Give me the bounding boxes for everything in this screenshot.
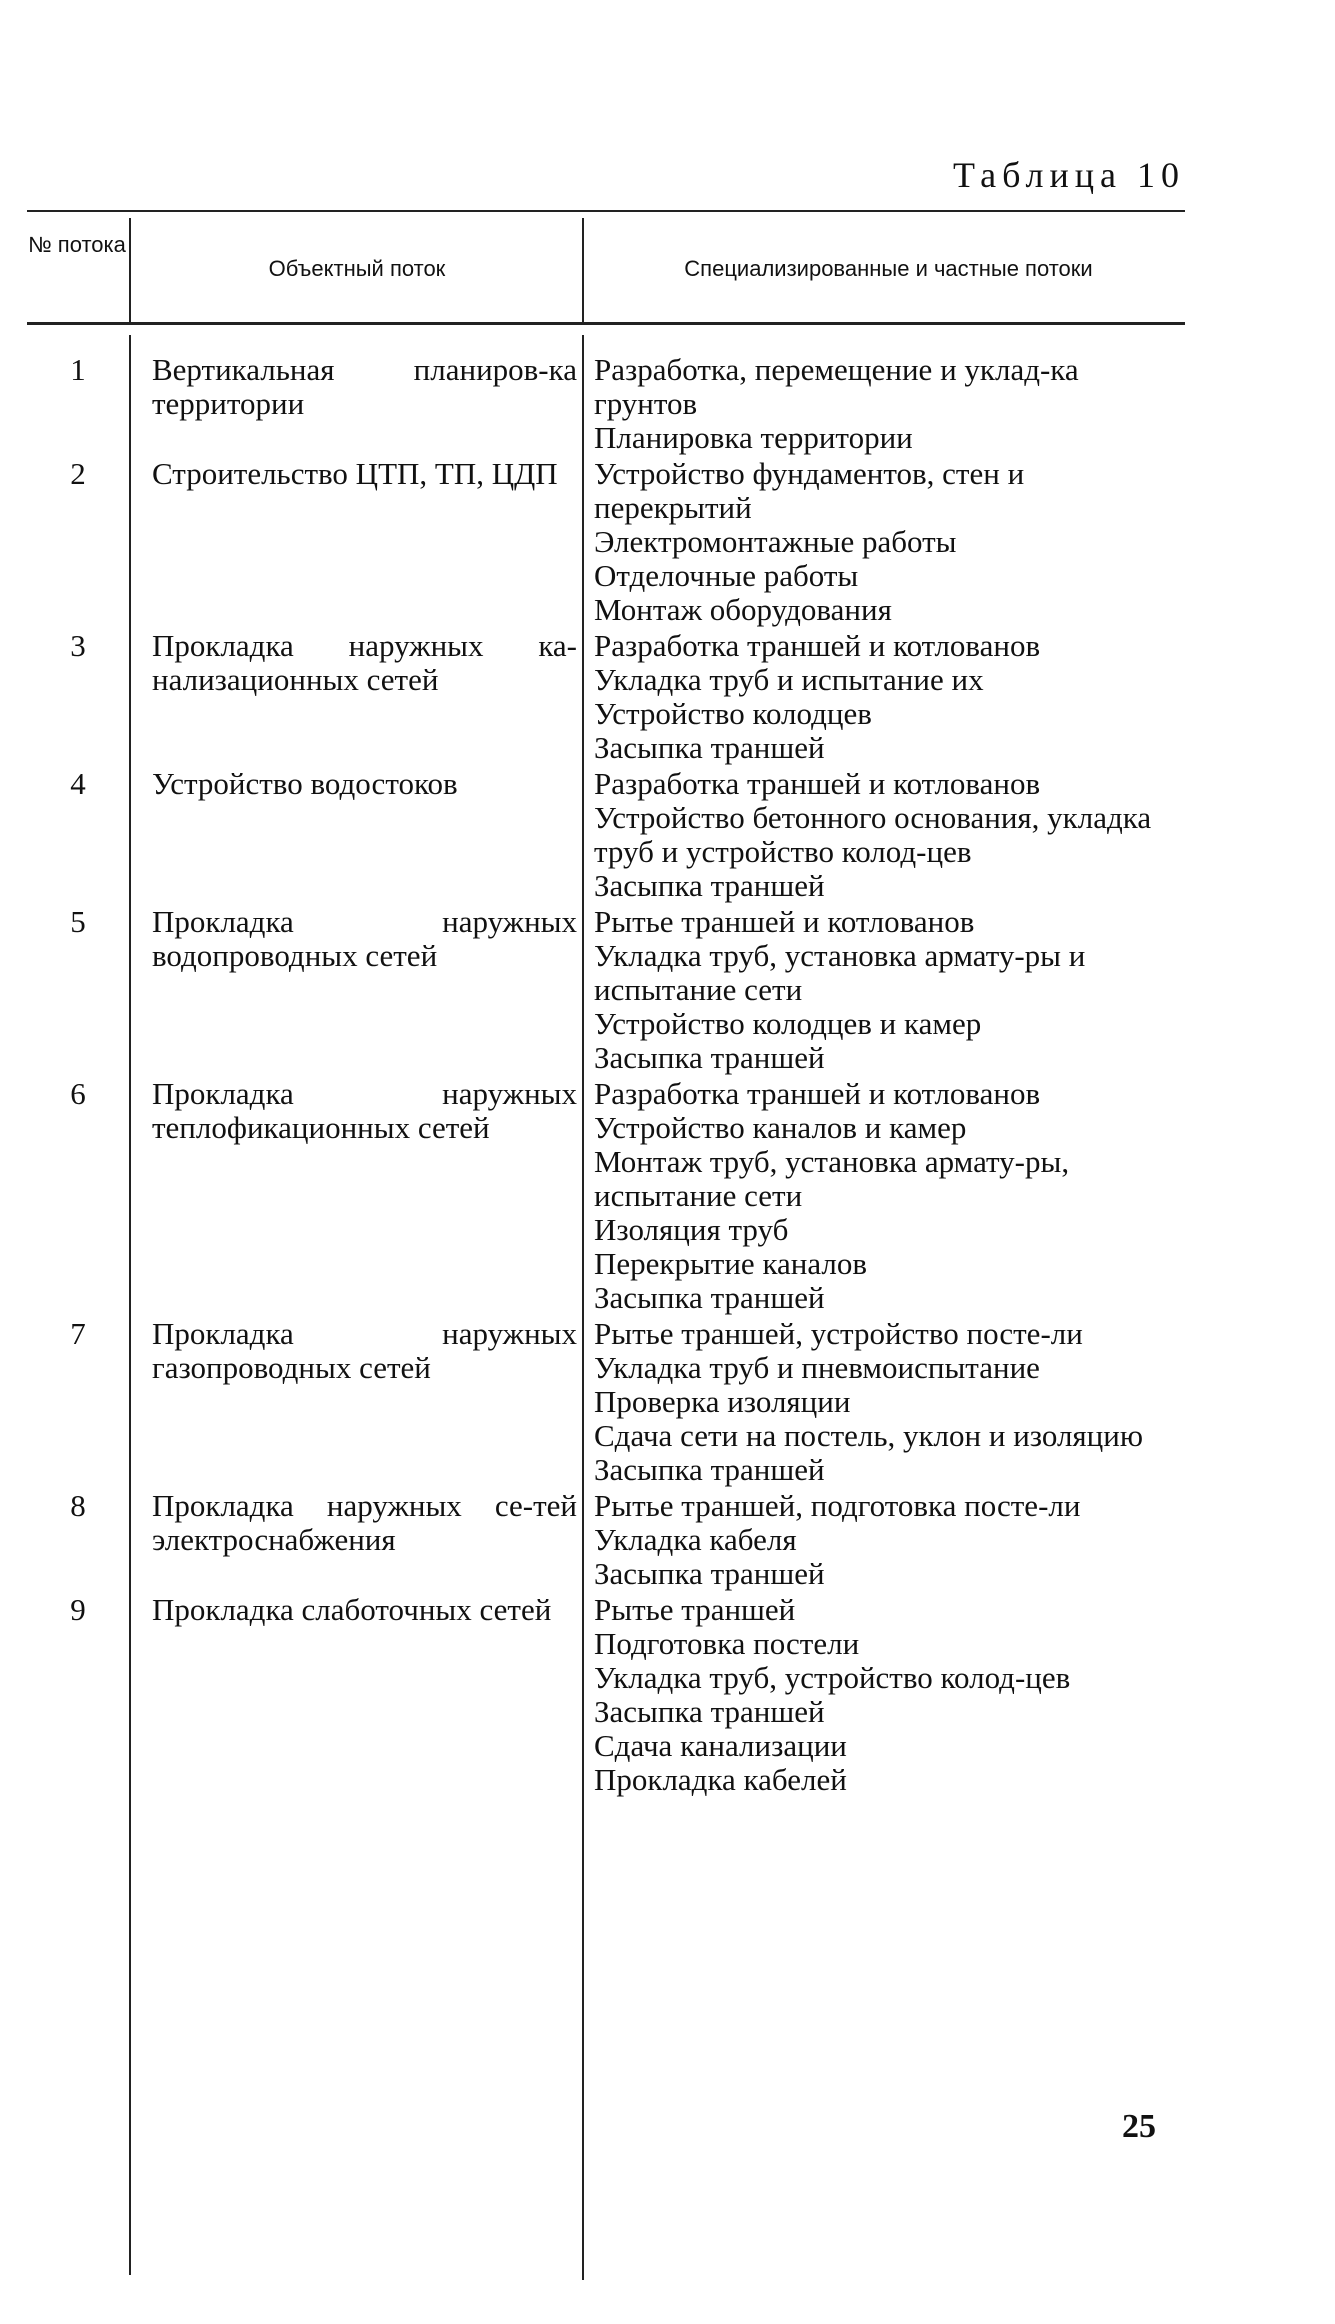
object-flow-cell: Устройство водостоков <box>152 766 458 801</box>
table-row <box>27 1489 1185 1593</box>
header-divider-1 <box>129 218 131 322</box>
special-flows-cell <box>594 1317 1185 1487</box>
special-flow-item: Устройство каналов и камер <box>594 1110 967 1145</box>
special-flows-cell <box>594 457 1185 627</box>
object-flow-cell: Прокладка наружных водопроводных сетей <box>152 904 577 973</box>
special-flows-cell <box>594 1489 1185 1591</box>
special-flow-item: Засыпка траншей <box>594 1556 825 1591</box>
special-flow-item: Засыпка траншей <box>594 868 825 903</box>
special-flow-item: Укладка труб и испытание их <box>594 662 984 697</box>
object-flow-cell: Строительство ЦТП, ТП, ЦДП <box>152 456 558 491</box>
table-row <box>27 1317 1185 1489</box>
special-flow-item: Укладка труб и пневмоиспытание <box>594 1350 1040 1385</box>
special-flow-item: Рытье траншей <box>594 1592 796 1627</box>
special-flow-item: Засыпка траншей <box>594 1040 825 1075</box>
special-flows-cell <box>594 629 1185 765</box>
special-flow-item: Засыпка траншей <box>594 1694 825 1729</box>
special-flows-cell <box>594 353 1185 455</box>
special-flow-item: Укладка труб, установка армату-ры и испытание сети <box>594 938 1086 1007</box>
special-flow-item: Устройство колодцев <box>594 696 872 731</box>
special-flow-item: Подготовка постели <box>594 1626 860 1661</box>
table-row <box>27 767 1185 905</box>
special-flow-item: Засыпка траншей <box>594 1452 825 1487</box>
table-body <box>27 353 1185 1799</box>
table-row <box>27 457 1185 629</box>
special-flow-item: Разработка траншей и котлованов <box>594 628 1041 663</box>
table-row <box>27 353 1185 457</box>
row-number: 5 <box>70 904 86 939</box>
table-row <box>27 629 1185 767</box>
table-row <box>27 1593 1185 1799</box>
object-flow-cell: Вертикальная планиров-ка территории <box>152 352 577 421</box>
special-flows-cell <box>594 1077 1185 1315</box>
special-flow-item: Электромонтажные работы <box>594 524 957 559</box>
object-flow-cell: Прокладка наружных ка-нализационных сетей <box>152 628 577 697</box>
special-flow-item: Отделочные работы <box>594 558 859 593</box>
special-flow-item: Засыпка траншей <box>594 730 825 765</box>
table-caption: Таблица 10 <box>953 155 1185 195</box>
header-object-flow: Объектный поток <box>268 256 446 281</box>
table-row <box>27 905 1185 1077</box>
header-bottom-rule <box>27 322 1185 325</box>
special-flow-item: Устройство колодцев и камер <box>594 1006 982 1041</box>
special-flow-item: Сдача сети на постель, уклон и изоляцию <box>594 1418 1144 1453</box>
special-flows-cell <box>594 1593 1185 1797</box>
row-number: 4 <box>70 766 86 801</box>
row-number: 9 <box>70 1592 86 1627</box>
header-divider-2 <box>582 218 584 322</box>
special-flow-item: Монтаж оборудования <box>594 592 892 627</box>
table-row <box>27 1077 1185 1317</box>
object-flow-cell: Прокладка слаботочных сетей <box>152 1592 552 1627</box>
special-flow-item: Устройство фундаментов, стен и перекрытий <box>594 456 1025 525</box>
page-number: 25 <box>1122 2108 1156 2145</box>
row-number: 3 <box>70 628 86 663</box>
header-number: № потока <box>28 232 126 257</box>
special-flow-item: Перекрытие каналов <box>594 1246 868 1281</box>
special-flow-item: Разработка траншей и котлованов <box>594 1076 1041 1111</box>
special-flow-item: Укладка труб, устройство колод-цев <box>594 1660 1071 1695</box>
table-top-rule <box>27 210 1185 212</box>
special-flow-item: Рытье траншей и котлованов <box>594 904 975 939</box>
row-number: 6 <box>70 1076 86 1111</box>
special-flow-item: Разработка, перемещение и уклад-ка грунтов <box>594 352 1079 421</box>
special-flow-item: Разработка траншей и котлованов <box>594 766 1041 801</box>
row-number: 8 <box>70 1488 86 1523</box>
special-flow-item: Монтаж труб, установка армату-ры, испытание сети <box>594 1144 1070 1213</box>
special-flow-item: Проверка изоляции <box>594 1384 851 1419</box>
special-flow-item: Рытье траншей, устройство посте-ли <box>594 1316 1083 1351</box>
special-flow-item: Устройство бетонного основания, укладка труб и устройство колод-цев <box>594 800 1152 869</box>
object-flow-cell: Прокладка наружных се-тей электроснабжения <box>152 1488 577 1557</box>
special-flows-cell <box>594 767 1185 903</box>
row-number: 2 <box>70 456 86 491</box>
special-flows-cell <box>594 905 1185 1075</box>
special-flow-item: Планировка территории <box>594 420 913 455</box>
special-flow-item: Засыпка траншей <box>594 1280 825 1315</box>
object-flow-cell: Прокладка наружных газопроводных сетей <box>152 1316 577 1385</box>
special-flow-item: Сдача канализации <box>594 1728 847 1763</box>
special-flow-item: Укладка кабеля <box>594 1522 797 1557</box>
row-number: 1 <box>70 352 86 387</box>
special-flow-item: Прокладка кабелей <box>594 1762 847 1797</box>
header-special-flows: Специализированные и частные потоки <box>684 256 1093 281</box>
row-number: 7 <box>70 1316 86 1351</box>
special-flow-item: Изоляция труб <box>594 1212 789 1247</box>
special-flow-item: Рытье траншей, подготовка посте-ли <box>594 1488 1081 1523</box>
object-flow-cell: Прокладка наружных теплофикационных сетей <box>152 1076 577 1145</box>
